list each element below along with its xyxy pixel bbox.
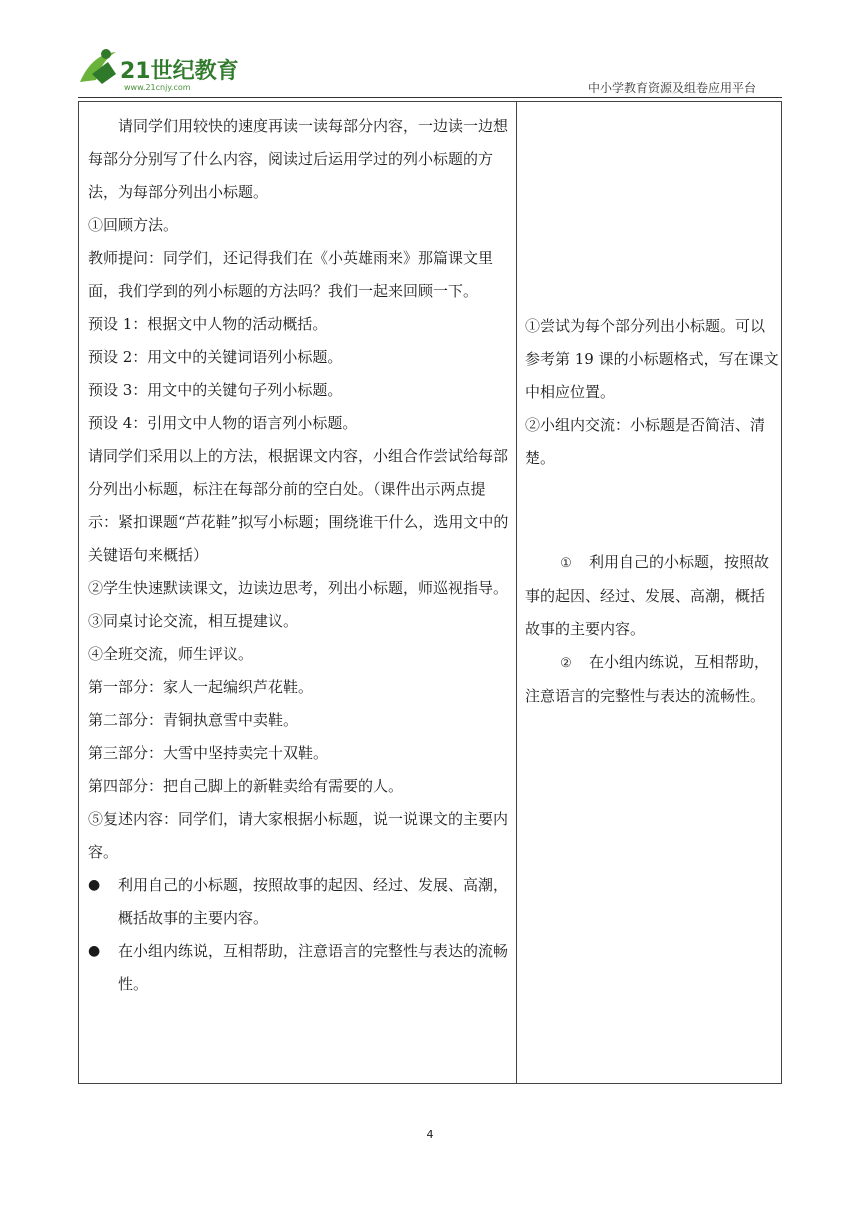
- number-marker: ②: [560, 656, 572, 671]
- lesson-table: [78, 101, 782, 1084]
- paragraph: 预设 1：根据文中人物的活动概括。: [88, 315, 328, 333]
- paragraph: ①回顾方法。: [88, 216, 179, 234]
- paragraph: ④全班交流，师生评议。: [88, 645, 254, 663]
- paragraph: 第四部分：把自己脚上的新鞋卖给有需要的人。: [88, 777, 404, 795]
- paragraph-text: 在小组内练说，互相帮助，注意语言的完整性与表达的流畅性。: [525, 653, 770, 705]
- paragraph: ②小组内交流：小标题是否简洁、清楚。: [525, 416, 766, 467]
- column-divider: [516, 102, 517, 1083]
- bullet-item: [88, 935, 512, 1001]
- logo-subtext: www.21cnjy.com: [124, 83, 191, 92]
- paragraph: ①尝试为每个部分列出小标题。可以参考第 19 课的小标题格式，写在课文中相应位置。: [525, 317, 779, 401]
- page-header: [0, 0, 860, 100]
- paragraph: 预设 4：引用文中人物的语言列小标题。: [88, 414, 358, 432]
- header-rule: [78, 97, 782, 98]
- bullet-text: 在小组内练说，互相帮助，注意语言的完整性与表达的流畅性。: [118, 942, 509, 993]
- bullet-icon: ●: [88, 943, 101, 959]
- paragraph: 教师提问：同学们，还记得我们在《小英雄雨来》那篇课文里面，我们学到的列小标题的方法吗？我们一起来回顾一下。: [88, 249, 494, 300]
- page-number: 4: [426, 1128, 434, 1141]
- numbered-paragraph: [525, 646, 779, 713]
- platform-title: 中小学教育资源及组卷应用平台: [587, 81, 756, 95]
- paragraph: 预设 3：用文中的关键句子列小标题。: [88, 381, 343, 399]
- paragraph: 请同学们用较快的速度再读一读每部分内容，一边读一边想每部分分别写了什么内容，阅读过后运用学过的列小标题的方法，为每部分列出小标题。: [88, 117, 509, 201]
- paragraph: ②学生快速默读课文，边读边思考，列出小标题，师巡视指导。: [88, 579, 509, 597]
- paragraph: 第一部分：家人一起编织芦花鞋。: [88, 678, 314, 696]
- paragraph: 第二部分：青铜执意雪中卖鞋。: [88, 711, 299, 729]
- paragraph: ③同桌讨论交流，相互提建议。: [88, 612, 299, 630]
- paragraph-text: 利用自己的小标题，按照故事的起因、经过、发展、高潮，概括故事的主要内容。: [525, 553, 770, 638]
- bullet-text: 利用自己的小标题，按照故事的起因、经过、发展、高潮，概括故事的主要内容。: [118, 876, 509, 927]
- logo-21cnjy: [72, 44, 242, 92]
- paragraph: 预设 2：用文中的关键词语列小标题。: [88, 348, 343, 366]
- logo-text: 21世纪教育: [120, 59, 239, 84]
- student-activity-block-1: [525, 310, 779, 475]
- number-marker: ①: [560, 556, 572, 571]
- paragraph: 第三部分：大雪中坚持卖完十双鞋。: [88, 744, 329, 762]
- numbered-paragraph: [525, 546, 779, 646]
- bullet-item: [88, 869, 512, 935]
- paragraph: ⑤复述内容：同学们，请大家根据小标题，说一说课文的主要内容。: [88, 810, 509, 861]
- teacher-activity-column: [88, 110, 512, 1001]
- student-activity-block-2: [525, 546, 779, 713]
- paragraph: 请同学们采用以上的方法，根据课文内容，小组合作尝试给每部分列出小标题，标注在每部分前的空白处。（课件出示两点提示：紧扣课题“芦花鞋”拟写小标题；围绕谁干什么，选用文中的关键语句来概括）: [88, 447, 509, 564]
- bullet-icon: ●: [88, 877, 101, 893]
